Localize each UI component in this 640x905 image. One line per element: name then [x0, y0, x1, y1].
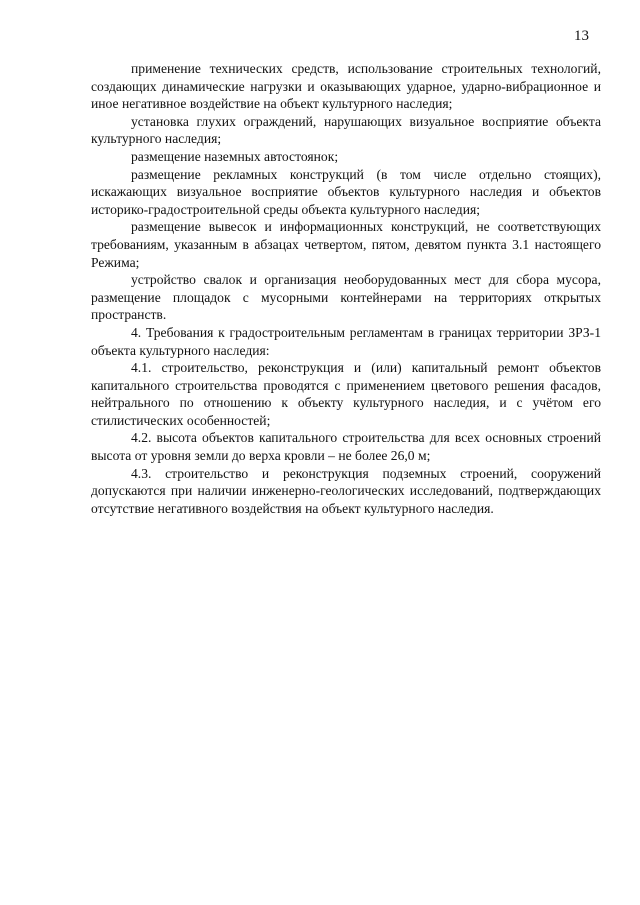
paragraph-dumps: устройство свалок и организация необорудованных мест для сбора мусора, размещение площадок с мусорными контейнерами на территориях открытых пространств.	[91, 272, 601, 323]
paragraph-signboards: размещение вывесок и информационных конструкций, не соответствующих требованиям, указанным в абзацах четвертом, пятом, девятом пункта 3.1 настоящего Режима;	[91, 219, 601, 270]
clause-4-2: 4.2. высота объектов капитального строительства для всех основных строений высота от уровня земли до верха кровли – не более 26,0 м;	[91, 430, 601, 464]
paragraph-blind-fences: установка глухих ограждений, нарушающих визуальное восприятие объекта культурного наследия;	[91, 113, 601, 147]
paragraph-advertising: размещение рекламных конструкций (в том числе отдельно стоящих), искажающих визуальное восприятие объектов культурного наследия и объектов историко-градостроительной среды объекта культурного наследия;	[91, 166, 601, 217]
clause-4-1: 4.1. строительство, реконструкция и (или) капитальный ремонт объектов капитального строительства проводятся с применением цветового решения фасадов, нейтрального по отношению к объекту культурного наследия, и с учётом его стилистических особенностей;	[91, 360, 601, 428]
section-4-heading: 4. Требования к градостроительным регламентам в границах территории ЗРЗ-1 объекта культурного наследия:	[91, 324, 601, 358]
page-number: 13	[574, 28, 589, 44]
paragraph-parking: размещение наземных автостоянок;	[131, 148, 339, 164]
document-body	[91, 60, 601, 517]
paragraph-technical-means: применение технических средств, использование строительных технологий, создающих динамические нагрузки и оказывающих ударное, ударно-вибрационное и иное негативное воздействие на объект культурного наследия;	[91, 61, 601, 112]
clause-4-3: 4.3. строительство и реконструкция подземных строений, сооружений допускаются при наличии инженерно-геологических исследований, подтверждающих отсутствие негативного воздействия на объект культурного наследия.	[91, 465, 601, 516]
